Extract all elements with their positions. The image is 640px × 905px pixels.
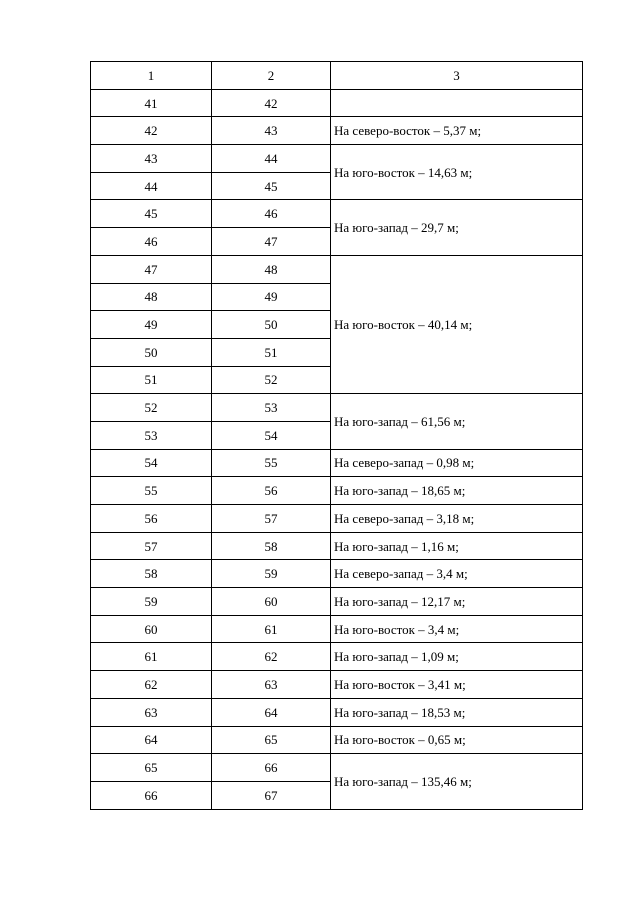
point-from-cell: 57 <box>91 532 212 560</box>
table-row <box>91 255 583 283</box>
point-from-cell: 53 <box>91 421 212 449</box>
point-from-cell: 66 <box>91 781 212 809</box>
table-row <box>91 588 583 616</box>
point-to-cell: 58 <box>212 532 331 560</box>
point-to-cell: 51 <box>212 338 331 366</box>
header-col-3: 3 <box>331 62 583 90</box>
point-to-cell: 43 <box>212 117 331 145</box>
point-to-cell: 50 <box>212 311 331 339</box>
point-from-cell: 49 <box>91 311 212 339</box>
direction-distance-cell: На юго-восток – 14,63 м; <box>331 145 583 200</box>
point-from-cell: 46 <box>91 228 212 256</box>
table-row <box>91 754 583 782</box>
point-to-cell: 49 <box>212 283 331 311</box>
point-from-cell: 47 <box>91 255 212 283</box>
point-from-cell: 58 <box>91 560 212 588</box>
point-from-cell: 62 <box>91 671 212 699</box>
table-row <box>91 449 583 477</box>
point-from-cell: 52 <box>91 394 212 422</box>
table-row <box>91 615 583 643</box>
point-from-cell: 56 <box>91 505 212 533</box>
direction-distance-cell: На юго-восток – 40,14 м; <box>331 255 583 393</box>
point-to-cell: 59 <box>212 560 331 588</box>
direction-distance-cell: На юго-запад – 18,53 м; <box>331 698 583 726</box>
point-to-cell: 53 <box>212 394 331 422</box>
point-to-cell: 46 <box>212 200 331 228</box>
direction-distance-cell: На юго-запад – 18,65 м; <box>331 477 583 505</box>
direction-distance-cell: На юго-запад – 135,46 м; <box>331 754 583 809</box>
point-to-cell: 44 <box>212 145 331 173</box>
point-to-cell: 57 <box>212 505 331 533</box>
table-body <box>91 89 583 809</box>
direction-distance-cell: На северо-запад – 3,18 м; <box>331 505 583 533</box>
table-row <box>91 117 583 145</box>
point-to-cell: 65 <box>212 726 331 754</box>
table-row <box>91 394 583 422</box>
point-to-cell: 52 <box>212 366 331 394</box>
table-row <box>91 726 583 754</box>
table-row <box>91 532 583 560</box>
point-from-cell: 54 <box>91 449 212 477</box>
point-from-cell: 50 <box>91 338 212 366</box>
direction-distance-cell: На северо-запад – 3,4 м; <box>331 560 583 588</box>
point-from-cell: 59 <box>91 588 212 616</box>
point-from-cell: 65 <box>91 754 212 782</box>
point-to-cell: 56 <box>212 477 331 505</box>
point-to-cell: 61 <box>212 615 331 643</box>
point-to-cell: 45 <box>212 172 331 200</box>
table-row <box>91 560 583 588</box>
direction-distance-cell: На юго-восток – 3,41 м; <box>331 671 583 699</box>
header-col-1: 1 <box>91 62 212 90</box>
point-to-cell: 66 <box>212 754 331 782</box>
point-from-cell: 60 <box>91 615 212 643</box>
direction-distance-cell: На юго-запад – 61,56 м; <box>331 394 583 449</box>
point-from-cell: 48 <box>91 283 212 311</box>
direction-distance-cell: На северо-восток – 5,37 м; <box>331 117 583 145</box>
direction-distance-cell: На юго-восток – 3,4 м; <box>331 615 583 643</box>
point-to-cell: 64 <box>212 698 331 726</box>
point-from-cell: 61 <box>91 643 212 671</box>
direction-distance-cell: На юго-запад – 29,7 м; <box>331 200 583 255</box>
point-to-cell: 47 <box>212 228 331 256</box>
table-row <box>91 505 583 533</box>
header-row <box>91 62 583 90</box>
direction-distance-cell: На юго-запад – 1,16 м; <box>331 532 583 560</box>
point-from-cell: 42 <box>91 117 212 145</box>
point-from-cell: 51 <box>91 366 212 394</box>
direction-distance-cell: На юго-запад – 1,09 м; <box>331 643 583 671</box>
header-col-2: 2 <box>212 62 331 90</box>
point-from-cell: 43 <box>91 145 212 173</box>
point-to-cell: 63 <box>212 671 331 699</box>
point-to-cell: 62 <box>212 643 331 671</box>
point-from-cell: 45 <box>91 200 212 228</box>
point-from-cell: 63 <box>91 698 212 726</box>
point-to-cell: 42 <box>212 89 331 117</box>
direction-distance-cell <box>331 89 583 117</box>
table-row <box>91 671 583 699</box>
point-to-cell: 67 <box>212 781 331 809</box>
point-to-cell: 60 <box>212 588 331 616</box>
point-from-cell: 55 <box>91 477 212 505</box>
direction-distance-cell: На юго-восток – 0,65 м; <box>331 726 583 754</box>
direction-distance-cell: На северо-запад – 0,98 м; <box>331 449 583 477</box>
table-row <box>91 200 583 228</box>
table-row <box>91 89 583 117</box>
point-from-cell: 44 <box>91 172 212 200</box>
point-to-cell: 55 <box>212 449 331 477</box>
table-row <box>91 698 583 726</box>
point-to-cell: 54 <box>212 421 331 449</box>
table-row <box>91 477 583 505</box>
point-from-cell: 64 <box>91 726 212 754</box>
table-row <box>91 145 583 173</box>
point-from-cell: 41 <box>91 89 212 117</box>
boundary-table <box>90 61 583 810</box>
point-to-cell: 48 <box>212 255 331 283</box>
table-row <box>91 643 583 671</box>
direction-distance-cell: На юго-запад – 12,17 м; <box>331 588 583 616</box>
